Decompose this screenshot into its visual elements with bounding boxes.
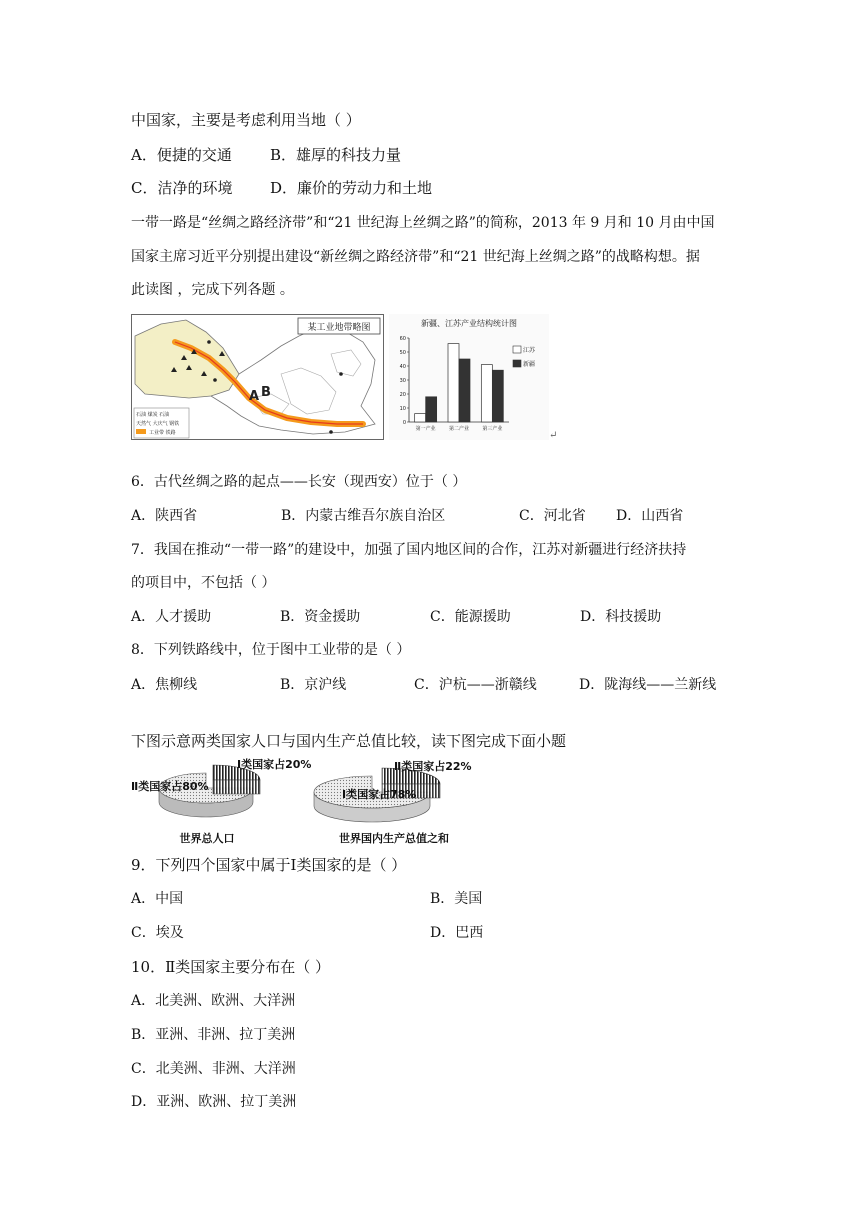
pie2-label-ii: Ⅱ类国家占22% [394,760,472,773]
bar-新疆-第一产业 [426,397,437,422]
pie1-caption: 世界总人口 [179,832,235,845]
option-b: B．雄厚的科技力量 [270,146,402,164]
question-stem: 8．下列铁路线中，位于图中工业带的是（ ） [131,642,411,658]
option-b: B．资金援助 [280,609,361,625]
x-tick-label: 第三产业 [482,426,503,432]
question-stem: 中国家，主要是考虑利用当地（ ） [131,111,361,129]
option-c: C．北美洲、非洲、大洋洲 [131,1061,296,1077]
bar-江苏-第一产业 [415,414,426,422]
legend-swatch [513,360,521,367]
option-b: B．京沪线 [280,677,347,693]
option-c: C．沪杭——浙赣线 [414,677,537,693]
y-tick-label: 40 [399,364,406,370]
option-a: A．中国 [131,891,184,907]
option-d: D．山西省 [616,508,684,524]
industrial-belt-map [131,314,384,440]
pie2-label-i: Ⅰ类国家占78% [342,788,417,801]
option-d: D．廉价的劳动力和土地 [270,179,433,197]
map-letter-a: A [249,389,260,404]
chart-title: 新疆、江苏产业结构统计图 [421,319,517,328]
x-tick-label: 第一产业 [415,426,436,432]
option-a: A．便捷的交通 [131,146,232,164]
question-stem: 6．古代丝绸之路的起点——长安（现西安）位于（ ） [131,474,467,490]
option-a: A．焦柳线 [131,677,198,693]
passage-line: 国家主席习近平分别提出建设“新丝绸之路经济带”和“21 世纪海上丝绸之路”的战略构想。据 [131,249,700,265]
option-c: C．河北省 [519,508,586,524]
passage-line: 一带一路是“丝绸之路经济带”和“21 世纪海上丝绸之路”的简称，2013 年 9 月和 10 月由中国 [131,215,715,231]
option-a: A．陕西省 [131,508,198,524]
option-a: A．人才援助 [131,609,212,625]
y-tick-label: 20 [399,392,406,398]
map-legend-3: 工业带 铁路 [149,430,176,436]
bar-江苏-第二产业 [448,344,459,422]
x-tick-label: 第二产业 [448,426,470,432]
question-stem: 的项目中，不包括（ ） [131,575,276,591]
map-title: 某工业地带略图 [307,323,371,333]
y-tick-label: 30 [399,378,406,384]
pie2-caption: 世界国内生产总值之和 [339,832,449,845]
option-b: B．内蒙古维吾尔族自治区 [281,508,446,524]
option-d: D．亚洲、欧洲、拉丁美洲 [131,1094,297,1110]
bar-江苏-第三产业 [481,365,492,422]
industry-structure-chart [389,314,549,440]
question-stem: 7．我国在推动“一带一路”的建设中，加强了国内地区间的合作，江苏对新疆进行经济扶持 [131,542,687,558]
option-c: C．能源援助 [430,609,511,625]
bar-新疆-第二产业 [459,359,470,422]
map-legend-1: 石油 煤炭 石油 [136,412,170,418]
pie1-label-ii: Ⅱ类国家占80% [131,780,209,793]
question-stem: 9．下列四个国家中属于Ⅰ类国家的是（ ） [131,856,407,874]
option-d: D．巴西 [430,925,484,941]
population-pie-chart [129,758,312,848]
pie1-label-i: Ⅰ类国家占20% [237,758,312,771]
passage-line: 此读图 ，完成下列各题 。 [131,282,294,298]
passage-line: 下图示意两类国家人口与国内生产总值比较，读下图完成下面小题 [131,732,567,750]
y-tick-label: 60 [399,336,406,342]
y-tick-label: 10 [399,406,406,412]
question-stem: 10．Ⅱ类国家主要分布在（ ） [131,958,331,976]
y-tick-label: 50 [399,350,406,356]
bar-新疆-第三产业 [492,370,503,422]
option-d: D．科技援助 [580,609,662,625]
option-d: D．陇海线——兰新线 [579,677,717,693]
option-c: C．洁净的环境 [131,179,233,197]
legend-label: 新疆 [523,361,536,368]
option-c: C．埃及 [131,925,184,941]
y-tick-label: 0 [402,420,406,426]
map-letter-b: B [261,385,271,400]
gdp-pie-chart [306,758,476,848]
return-mark: ↵ [549,430,558,441]
legend-swatch [513,346,521,353]
option-a: A．北美洲、欧洲、大洋洲 [131,993,296,1009]
option-b: B．美国 [430,891,483,907]
legend-label: 江苏 [523,347,536,354]
option-b: B．亚洲、非洲、拉丁美洲 [131,1027,296,1043]
map-legend-2: 天然气 大庆气 钢铁 [136,421,180,427]
